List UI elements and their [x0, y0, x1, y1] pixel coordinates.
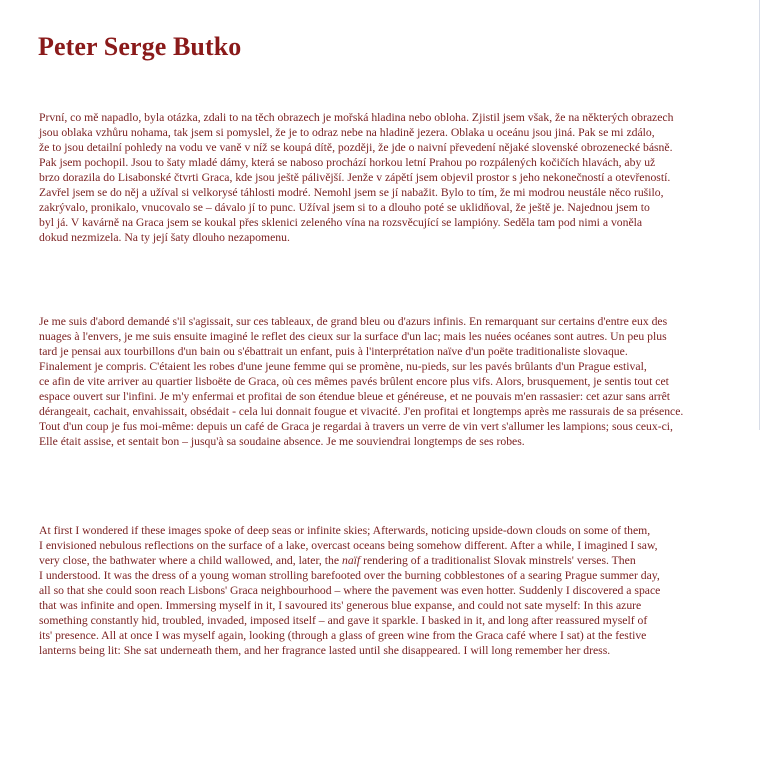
text-line: dérangeait, cachait, envahissait, obsédait - cela lui donnait fougue et vivacité. J'en profitai et longtemps après me rassurais de sa présence. — [39, 405, 684, 418]
text-line: tard je pensai aux tourbillons d'un bain ou s'ébattrait un enfant, puis à l'interprétation naïve d'un poëte traditionaliste slovaque. — [39, 345, 628, 358]
text-line: jsou oblaka vzhůru nohama, tak jsem si pomyslel, že je to odraz nebe na hladině jezera. Oblaka u oceánu jsou jiná. Pak se mi zdálo, — [39, 126, 655, 139]
text-line: I understood. It was the dress of a young woman strolling barefooted over the burning cobblestones of a searing Prague summer day, — [39, 569, 660, 582]
text-line: lanterns being lit: She sat underneath them, and her fragrance lasted until she disappeared. I will long remember her dress. — [39, 644, 611, 657]
text-line: nuages à l'envers, je me suis ensuite imaginé le reflet des cieux sur la surface d'un lac; mais les nuées océanes sont autres. Un peu plus — [39, 330, 667, 343]
paragraph-french — [39, 314, 739, 449]
text-line: byl já. V kavárně na Graca jsem se koukal přes sklenici zeleného vína na rozsvěcující se lampióny. Seděla tam pod nimi a voněla — [39, 216, 643, 229]
document-title: Peter Serge Butko — [38, 32, 242, 61]
text-line: První, co mě napadlo, byla otázka, zdali to na těch obrazech je mořská hladina nebo obloha. Zjistil jsem však, že na některých obrazech — [39, 111, 674, 124]
text-line: that was infinite and open. Immersing myself in it, I savoured its' generous blue expanse, and could not sate myself: In this azure — [39, 599, 642, 612]
text-line: very close, the bathwater where a child wallowed, and, later, the naïf rendering of a traditionalist Slovak minstrels' verses. Then — [39, 554, 636, 567]
text-line: Zavřel jsem se do něj a užíval si velkorysé táhlosti modré. Nemohl jsem se jí nabažit. Bylo to tím, že mi modrou neustále něco rušilo, — [39, 186, 664, 199]
text-line: At first I wondered if these images spoke of deep seas or infinite skies; Afterwards, noticing upside-down clouds on some of them, — [39, 524, 651, 537]
text-line: zakrývalo, pronikalo, vnucovalo se – dávalo jí to punc. Užíval jsem si to a dlouho poté se uklidňoval, že ještě je. Najednou jsem to — [39, 201, 650, 214]
text-line: že to jsou detailní pohledy na vodu ve vaně v níž se koupá dítě, později, že jde o naivní převedení nějaké slovenské obrozenecké básně. — [39, 141, 673, 154]
text-line: something constantly hid, troubled, invaded, imposed itself – and gave it sparkle. I basked in it, and long after reassured myself of — [39, 614, 648, 627]
paragraph-english — [39, 523, 739, 658]
text-line: ce afin de vite arriver au quartier lisboëte de Graca, où ces mêmes pavés brûlent encore plus vifs. Alors, brusquement, je sentis tout cet — [39, 375, 669, 388]
text-line: Pak jsem pochopil. Jsou to šaty mladé dámy, která se naboso prochází horkou letní Prahou po rozpálených kočičích hlavách, aby už — [39, 156, 656, 169]
text-line: its' presence. All at once I was myself again, looking (through a glass of green wine from the Graca café where I sat) at the festive — [39, 629, 647, 642]
paragraph-czech — [39, 110, 739, 245]
text-line: Elle était assise, et sentait bon – jusqu'à sa soudaine absence. Je me souviendrai longtemps de ses robes. — [39, 435, 525, 448]
text-line: I envisioned nebulous reflections on the surface of a lake, overcast oceans being somehow different. After a while, I imagined I saw, — [39, 539, 658, 552]
text-line: Je me suis d'abord demandé s'il s'agissait, sur ces tableaux, de grand bleu ou d'azurs infinis. En remarquant sur certains d'entre eux des — [39, 315, 668, 328]
text-line: Finalement je compris. C'étaient les robes d'une jeune femme qui se promène, nu-pieds, sur les pavés brûlants d'un Prague estival, — [39, 360, 647, 373]
text-line: brzo dorazila do Lisabonské čtvrti Graca, kde jsou ještě pálivější. Jenže v zápětí jsem objevil prostor s jeho nekonečností a otevřeností. — [39, 171, 671, 184]
text-line: Tout d'un coup je fus moi-même: depuis un café de Graca je regardai à travers un verre de vin vert s'allumer les lampions; sous ceux-ci, — [39, 420, 673, 433]
text-line: espace ouvert sur l'infini. Je m'y enfermai et profitai de son étendue bleue et généreuse, et ne pouvais m'en rassasier: cet azur sans arrêt — [39, 390, 671, 403]
text-line: all so that she could soon reach Lisbons' Graca neighbourhood – where the pavement was even hotter. Suddenly I discovered a space — [39, 584, 661, 597]
text-line: dokud nezmizela. Na ty její šaty dlouho nezapomenu. — [39, 231, 290, 244]
